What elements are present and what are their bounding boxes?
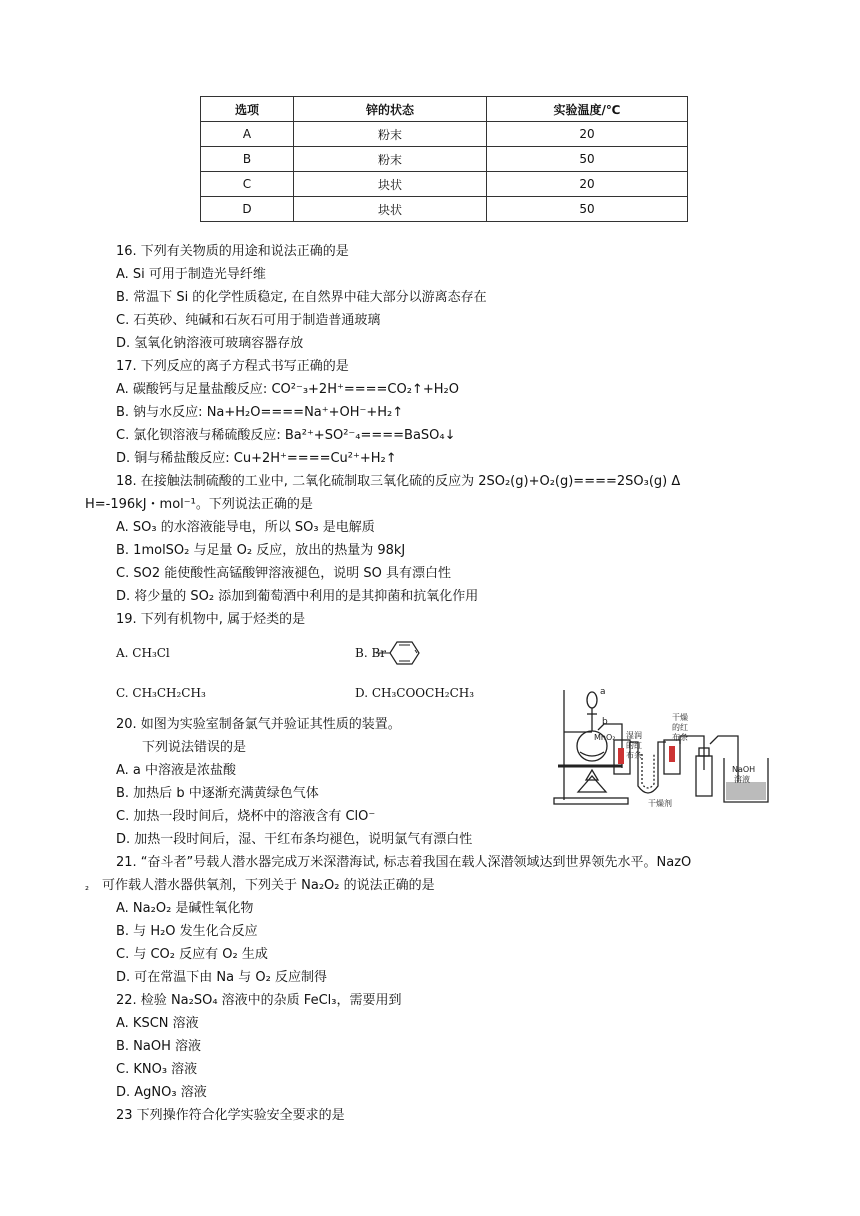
benzene-ring-icon	[376, 640, 428, 666]
label-desiccant: 干燥剂	[648, 799, 672, 808]
table-cell: A	[201, 122, 294, 147]
q16-option-a: A. Si 可用于制造光导纤维	[116, 267, 266, 282]
q21-option-d: D. 可在常温下由 Na 与 O₂ 反应制得	[116, 970, 327, 985]
q20-option-a: A. a 中溶液是浓盐酸	[116, 763, 237, 778]
label-solution: 溶液	[734, 775, 750, 784]
table-header: 锌的状态	[294, 97, 487, 122]
q17-option-c: C. 氯化钡溶液与稀硫酸反应: Ba²⁺+SO²⁻₄====BaSO₄↓	[116, 428, 456, 443]
q18-option-b: B. 1molSO₂ 与足量 O₂ 反应，放出的热量为 98kJ	[116, 543, 406, 558]
table-cell: C	[201, 172, 294, 197]
q19-option-d: D. CH₃COOCH₂CH₃	[355, 686, 475, 700]
q22-option-b: B. NaOH 溶液	[116, 1039, 202, 1054]
q16-option-b: B. 常温下 Si 的化学性质稳定, 在自然界中硅大部分以游离态存在	[116, 290, 487, 305]
table-cell: 块状	[294, 172, 487, 197]
table-row	[201, 147, 688, 172]
label-b: b	[602, 717, 608, 727]
table-cell: 50	[487, 147, 688, 172]
q22-option-d: D. AgNO₃ 溶液	[116, 1085, 207, 1100]
q20-option-d: D. 加热一段时间后，湿、干红布条均褪色，说明氯气有漂白性	[116, 832, 473, 847]
q18-stem-continued: H=-196kJ・mol⁻¹。下列说法正确的是	[85, 497, 313, 512]
q21-stem: 21. “奋斗者”号载人潜水器完成万米深潜海试, 标志着我国在载人深潜领域达到世界领先水平。NazO	[116, 855, 692, 870]
q19-stem: 19. 下列有机物中, 属于烃类的是	[116, 612, 306, 627]
q16-stem: 16. 下列有关物质的用途和说法正确的是	[116, 244, 349, 259]
label-dry-1: 干燥	[672, 713, 688, 722]
q22-option-c: C. KNO₃ 溶液	[116, 1062, 198, 1077]
label-dry-2: 的红	[672, 723, 688, 732]
table-cell: 20	[487, 172, 688, 197]
q18-option-d: D. 将少量的 SO₂ 添加到葡萄酒中利用的是其抑菌和抗氧化作用	[116, 589, 479, 604]
q21-subscript: ₂	[85, 882, 90, 893]
q18-option-a: A. SO₃ 的水溶液能导电，所以 SO₃ 是电解质	[116, 520, 375, 535]
q23-stem: 23 下列操作符合化学实验安全要求的是	[116, 1108, 345, 1123]
q18-stem: 18. 在接触法制硫酸的工业中, 二氧化硫制取三氧化硫的反应为 2SO₂(g)+O₂(g)====2SO₃(g) Δ	[116, 474, 681, 489]
table-cell: 粉末	[294, 122, 487, 147]
table-row	[201, 122, 688, 147]
q20-stem-continued: 下列说法错误的是	[142, 740, 247, 755]
label-mno2: MnO₂	[594, 733, 616, 742]
table-header: 实验温度/℃	[487, 97, 688, 122]
chlorine-apparatus-diagram	[548, 684, 798, 808]
table-cell: B	[201, 147, 294, 172]
label-dry-3: 布条	[672, 733, 688, 742]
options-table	[200, 96, 688, 222]
q16-option-d: D. 氢氧化钠溶液可玻璃容器存放	[116, 336, 304, 351]
table-header-row	[201, 97, 688, 122]
q17-stem: 17. 下列反应的离子方程式书写正确的是	[116, 359, 349, 374]
q17-option-a: A. 碳酸钙与足量盐酸反应: CO²⁻₃+2H⁺====CO₂↑+H₂O	[116, 382, 459, 397]
table-header: 选项	[201, 97, 294, 122]
q17-option-b: B. 钠与水反应: Na+H₂O====Na⁺+OH⁻+H₂↑	[116, 405, 404, 420]
label-a: a	[600, 687, 606, 697]
q21-stem-continued: 可作载人潜水器供氧剂，下列关于 Na₂O₂ 的说法正确的是	[102, 878, 435, 893]
label-naoh: NaOH	[732, 765, 756, 774]
q17-option-d: D. 铜与稀盐酸反应: Cu+2H⁺====Cu²⁺+H₂↑	[116, 451, 397, 466]
table-row	[201, 172, 688, 197]
q21-option-a: A. Na₂O₂ 是碱性氧化物	[116, 901, 254, 916]
q22-stem: 22. 检验 Na₂SO₄ 溶液中的杂质 FeCl₃，需要用到	[116, 993, 402, 1008]
q18-option-c: C. SO2 能使酸性高锰酸钾溶液褪色，说明 SO 具有漂白性	[116, 566, 451, 581]
q19-option-b: B. Br	[355, 646, 387, 660]
table-cell: 20	[487, 122, 688, 147]
q20-stem: 20. 如图为实验室制备氯气并验证其性质的装置。	[116, 717, 401, 732]
label-wet-3: 布条	[626, 751, 642, 760]
table-row	[201, 197, 688, 222]
q16-option-c: C. 石英砂、纯碱和石灰石可用于制造普通玻璃	[116, 313, 381, 328]
table-cell: 粉末	[294, 147, 487, 172]
table-cell: 块状	[294, 197, 487, 222]
table-cell: D	[201, 197, 294, 222]
label-wet-2: 的红	[626, 741, 642, 750]
q19-option-c: C. CH₃CH₂CH₃	[116, 686, 206, 700]
label-wet-1: 湿润	[626, 731, 642, 740]
q22-option-a: A. KSCN 溶液	[116, 1016, 199, 1031]
table-cell: 50	[487, 197, 688, 222]
q21-option-c: C. 与 CO₂ 反应有 O₂ 生成	[116, 947, 268, 962]
q20-option-c: C. 加热一段时间后，烧杯中的溶液含有 ClO⁻	[116, 809, 376, 824]
q21-option-b: B. 与 H₂O 发生化合反应	[116, 924, 258, 939]
q19-option-a: A. CH₃Cl	[116, 646, 170, 660]
q20-option-b: B. 加热后 b 中逐渐充满黄绿色气体	[116, 786, 319, 801]
